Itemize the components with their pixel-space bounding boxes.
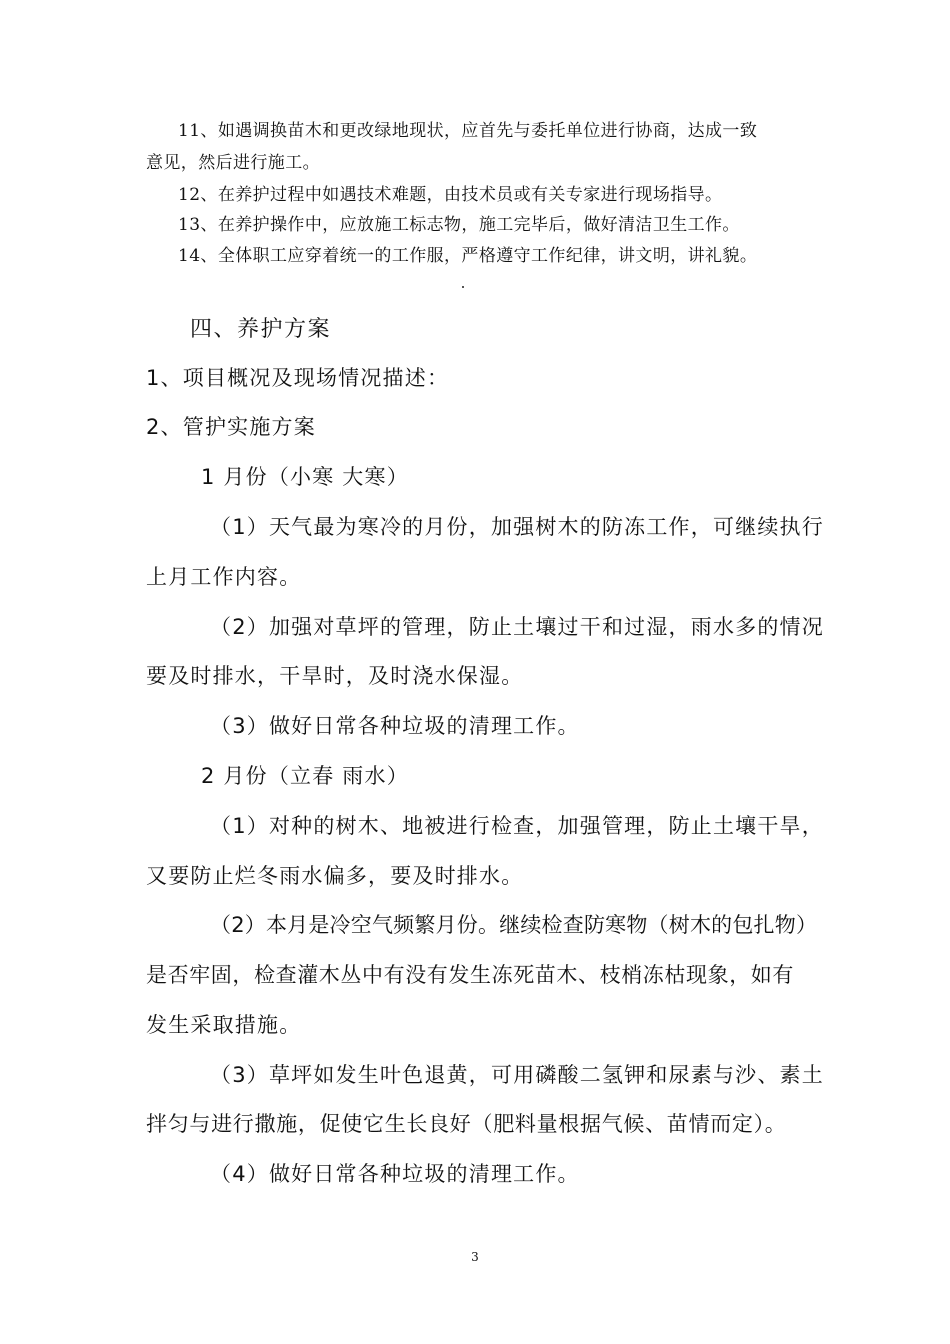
february-line: 又要防止烂冬雨水偏多，要及时排水。 bbox=[146, 864, 524, 888]
item-11-line-1: 11、如遇调换苗木和更改绿地现状，应首先与委托单位进行协商，达成一致 bbox=[178, 121, 758, 141]
february-line: （4）做好日常各种垃圾的清理工作。 bbox=[210, 1162, 580, 1186]
month-title-january: 1 月份（小寒 大寒） bbox=[201, 465, 409, 489]
january-line: 要及时排水，干旱时，及时浇水保湿。 bbox=[146, 664, 524, 688]
february-line: （2）本月是冷空气频繁月份。继续检查防寒物（树木的包扎物） bbox=[210, 913, 818, 937]
sub-heading-project-overview: 1、项目概况及现场情况描述： bbox=[146, 366, 450, 390]
sub-heading-implementation-plan: 2、管护实施方案 bbox=[146, 415, 316, 439]
item-13: 13、在养护操作中，应放施工标志物，施工完毕后，做好清洁卫生工作。 bbox=[178, 215, 740, 235]
february-line: 拌匀与进行撒施，促使它生长良好（肥料量根据气候、苗情而定）。 bbox=[146, 1112, 787, 1136]
january-line: 上月工作内容。 bbox=[146, 565, 302, 589]
item-14: 14、全体职工应穿着统一的工作服，严格遵守工作纪律，讲文明，讲礼貌。 bbox=[178, 246, 758, 266]
february-line: （3）草坪如发生叶色退黄，可用磷酸二氢钾和尿素与沙、素土 bbox=[210, 1063, 824, 1087]
month-title-february: 2 月份（立春 雨水） bbox=[201, 764, 409, 788]
february-line: （1）对种的树木、地被进行检查，加强管理，防止土壤干旱， bbox=[210, 814, 824, 838]
january-line: （2）加强对草坪的管理，防止土壤过干和过湿，雨水多的情况 bbox=[210, 615, 824, 639]
january-line: （1）天气最为寒冷的月份，加强树木的防冻工作，可继续执行 bbox=[210, 515, 824, 539]
item-11-line-2: 意见，然后进行施工。 bbox=[146, 153, 320, 173]
item-12: 12、在养护过程中如遇技术难题，由技术员或有关专家进行现场指导。 bbox=[178, 185, 723, 205]
january-line: （3）做好日常各种垃圾的清理工作。 bbox=[210, 714, 580, 738]
february-line: 是否牢固，检查灌木丛中有没有发生冻死苗木、枝梢冻枯现象，如有 bbox=[146, 963, 794, 987]
stray-dot bbox=[462, 286, 464, 288]
february-line: 发生采取措施。 bbox=[146, 1013, 302, 1037]
page-number: 3 bbox=[471, 1250, 479, 1264]
section-title: 四、养护方案 bbox=[190, 317, 332, 342]
